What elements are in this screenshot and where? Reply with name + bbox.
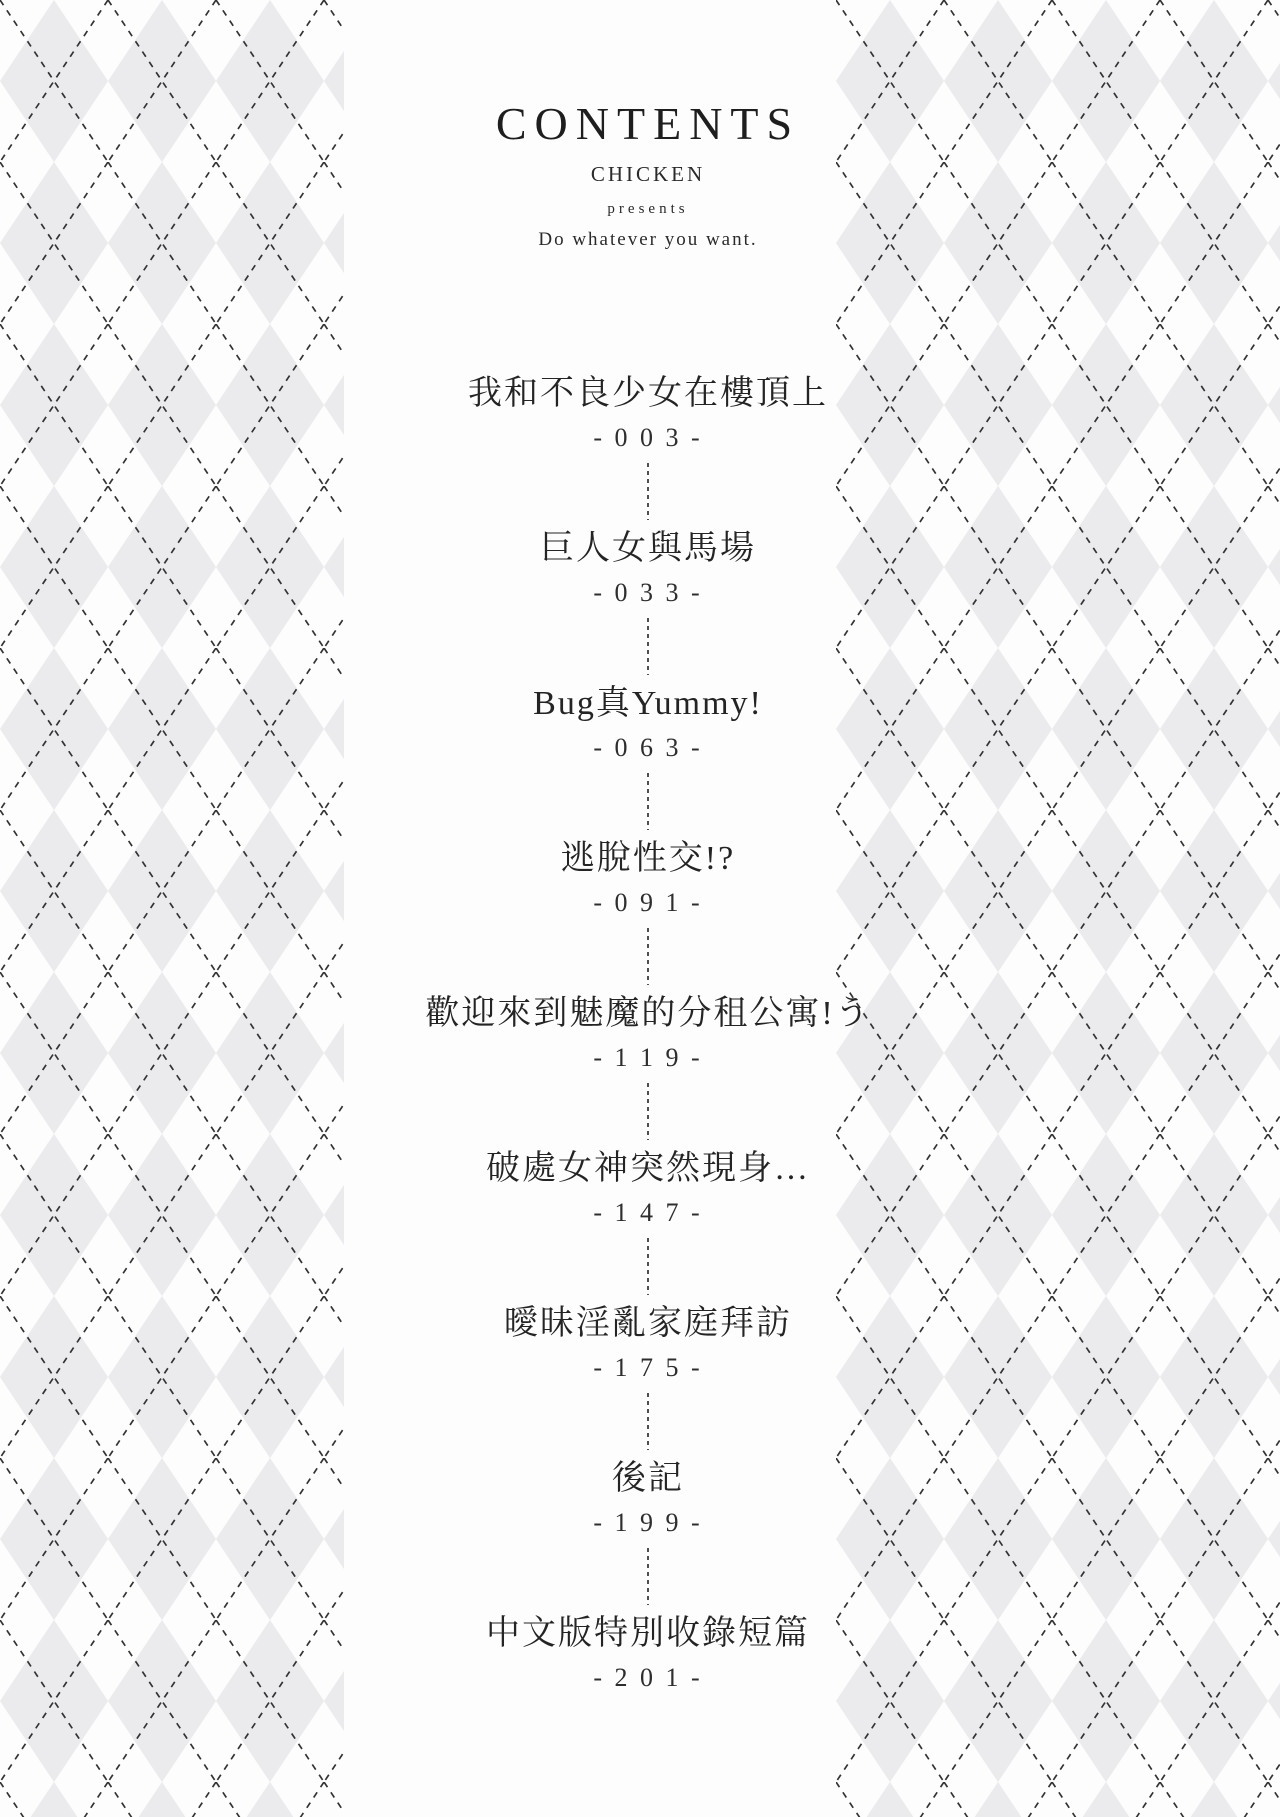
toc-entry bbox=[8, 1613, 1280, 1695]
entry-title: 歡迎來到魅魔的分租公寓!う bbox=[425, 995, 871, 1032]
entry-title: 曖昧淫亂家庭拜訪 bbox=[504, 1305, 792, 1342]
toc-entry bbox=[8, 838, 1280, 985]
toc-entry bbox=[8, 1458, 1280, 1605]
toc-entry bbox=[8, 373, 1280, 520]
toc-content bbox=[8, 0, 1280, 1817]
toc-entry bbox=[8, 1303, 1280, 1450]
entry-title: 後記 bbox=[612, 1460, 684, 1497]
dashed-connector bbox=[647, 1083, 649, 1140]
entry-page-number: - 0 9 1 - bbox=[593, 888, 703, 917]
entry-title: 巨人女與馬場 bbox=[540, 530, 756, 567]
author-name: CHICKEN bbox=[590, 162, 706, 186]
dashed-connector bbox=[647, 928, 649, 985]
entry-page-number: - 1 9 9 - bbox=[593, 1508, 703, 1537]
entry-page-number: - 1 7 5 - bbox=[593, 1353, 703, 1382]
page-title: CONTENTS bbox=[495, 98, 801, 149]
dashed-connector bbox=[647, 1393, 649, 1450]
entry-page-number: - 1 1 9 - bbox=[593, 1043, 703, 1072]
entry-title: 破處女神突然現身… bbox=[486, 1150, 810, 1187]
toc-header bbox=[8, 98, 1280, 252]
toc-entry bbox=[8, 1148, 1280, 1295]
entry-title: 我和不良少女在樓頂上 bbox=[468, 375, 828, 412]
tagline: Do whatever you want. bbox=[538, 229, 758, 250]
entry-page-number: - 0 3 3 - bbox=[593, 578, 703, 607]
entry-title: 逃脫性交!? bbox=[560, 840, 736, 877]
toc-entry bbox=[8, 683, 1280, 830]
entry-page-number: - 1 4 7 - bbox=[593, 1198, 703, 1227]
dashed-connector bbox=[647, 618, 649, 675]
dashed-connector bbox=[647, 1548, 649, 1605]
entry-title: Bug真Yummy! bbox=[533, 685, 763, 722]
entry-title: 中文版特別收錄短篇 bbox=[486, 1615, 810, 1652]
entry-page-number: - 2 0 1 - bbox=[593, 1663, 703, 1692]
entry-page-number: - 0 6 3 - bbox=[593, 733, 703, 762]
entry-page-number: - 0 0 3 - bbox=[593, 423, 703, 452]
toc-entries bbox=[8, 373, 1280, 1695]
toc-entry bbox=[8, 528, 1280, 675]
presents-label: presents bbox=[607, 201, 689, 217]
dashed-connector bbox=[647, 773, 649, 830]
toc-entry bbox=[8, 993, 1280, 1140]
dashed-connector bbox=[647, 1238, 649, 1295]
dashed-connector bbox=[647, 463, 649, 520]
